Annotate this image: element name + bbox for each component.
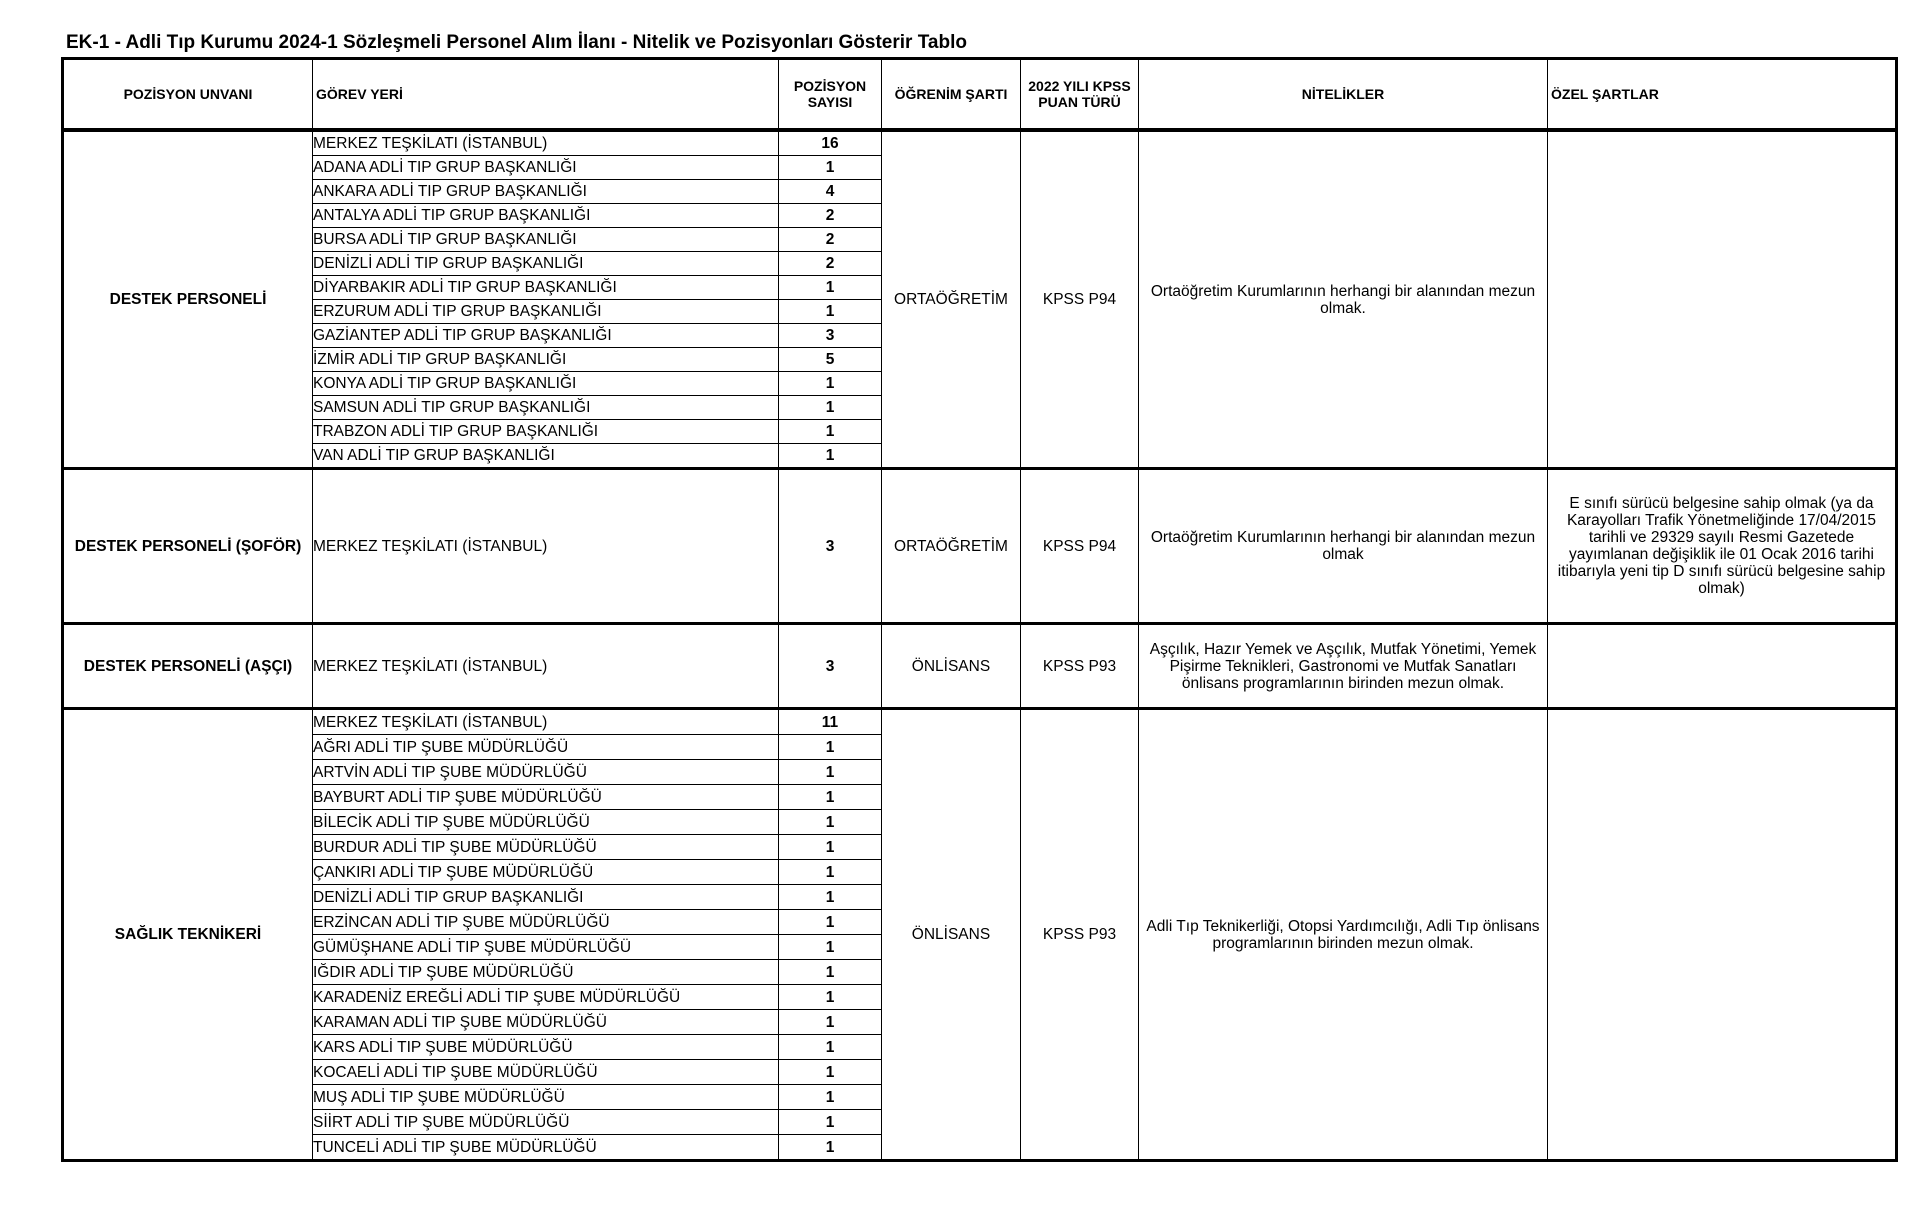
header-row: [63, 59, 1897, 131]
location-cell: KARS ADLİ TIP ŞUBE MÜDÜRLÜĞÜ: [313, 1035, 779, 1060]
location-cell: BAYBURT ADLİ TIP ŞUBE MÜDÜRLÜĞÜ: [313, 785, 779, 810]
kpss-score-type: KPSS P93: [1021, 709, 1139, 1161]
group-destek-personeli-asci: [63, 624, 1897, 709]
location-cell: BURDUR ADLİ TIP ŞUBE MÜDÜRLÜĞÜ: [313, 835, 779, 860]
header-ozel-sartlar: ÖZEL ŞARTLAR: [1548, 59, 1897, 131]
count-cell: 3: [779, 324, 882, 348]
header-pozisyon-unvani: POZİSYON UNVANI: [63, 59, 313, 131]
location-cell: ÇANKIRI ADLİ TIP ŞUBE MÜDÜRLÜĞÜ: [313, 860, 779, 885]
location-cell: MUŞ ADLİ TIP ŞUBE MÜDÜRLÜĞÜ: [313, 1085, 779, 1110]
count-cell: 2: [779, 204, 882, 228]
table-row: [63, 469, 1897, 624]
count-cell: 1: [779, 156, 882, 180]
location-cell: AĞRI ADLİ TIP ŞUBE MÜDÜRLÜĞÜ: [313, 735, 779, 760]
count-cell: 1: [779, 1060, 882, 1085]
count-cell: 1: [779, 396, 882, 420]
count-cell: 1: [779, 985, 882, 1010]
count-cell: 1: [779, 835, 882, 860]
location-cell: ERZURUM ADLİ TIP GRUP BAŞKANLIĞI: [313, 300, 779, 324]
count-cell: 1: [779, 735, 882, 760]
location-cell: GÜMÜŞHANE ADLİ TIP ŞUBE MÜDÜRLÜĞÜ: [313, 935, 779, 960]
location-cell: ERZİNCAN ADLİ TIP ŞUBE MÜDÜRLÜĞÜ: [313, 910, 779, 935]
special-conditions-text: [1548, 624, 1897, 709]
count-cell: 5: [779, 348, 882, 372]
count-cell: 1: [779, 372, 882, 396]
position-title: DESTEK PERSONELİ (ŞOFÖR): [63, 469, 313, 624]
education-requirement: ORTAÖĞRETİM: [882, 130, 1021, 469]
position-title: DESTEK PERSONELİ (AŞÇI): [63, 624, 313, 709]
count-cell: 1: [779, 1085, 882, 1110]
count-cell: 3: [779, 624, 882, 709]
count-cell: 1: [779, 860, 882, 885]
header-kpss-puan-turu: 2022 YILI KPSS PUAN TÜRÜ: [1021, 59, 1139, 131]
count-cell: 4: [779, 180, 882, 204]
location-cell: ANKARA ADLİ TIP GRUP BAŞKANLIĞI: [313, 180, 779, 204]
special-conditions-text: [1548, 130, 1897, 469]
count-cell: 1: [779, 1010, 882, 1035]
count-cell: 1: [779, 300, 882, 324]
qualifications-text: Ortaöğretim Kurumlarının herhangi bir alanından mezun olmak.: [1139, 130, 1548, 469]
location-cell: MERKEZ TEŞKİLATI (İSTANBUL): [313, 709, 779, 735]
location-cell: MERKEZ TEŞKİLATI (İSTANBUL): [313, 469, 779, 624]
header-gorev-yeri: GÖREV YERİ: [313, 59, 779, 131]
count-cell: 1: [779, 276, 882, 300]
location-cell: TUNCELİ ADLİ TIP ŞUBE MÜDÜRLÜĞÜ: [313, 1135, 779, 1161]
location-cell: SAMSUN ADLİ TIP GRUP BAŞKANLIĞI: [313, 396, 779, 420]
count-cell: 1: [779, 785, 882, 810]
qualifications-text: Aşçılık, Hazır Yemek ve Aşçılık, Mutfak Yönetimi, Yemek Pişirme Teknikleri, Gastronomi ve Mutfak Sanatları önlisans programlarının birinden mezun olmak.: [1139, 624, 1548, 709]
count-cell: 16: [779, 130, 882, 156]
special-conditions-text: [1548, 709, 1897, 1161]
count-cell: 2: [779, 228, 882, 252]
count-cell: 1: [779, 885, 882, 910]
table-row: [63, 709, 1897, 735]
location-cell: DİYARBAKIR ADLİ TIP GRUP BAŞKANLIĞI: [313, 276, 779, 300]
location-cell: DENİZLİ ADLİ TIP GRUP BAŞKANLIĞI: [313, 885, 779, 910]
location-cell: VAN ADLİ TIP GRUP BAŞKANLIĞI: [313, 444, 779, 469]
count-cell: 1: [779, 1035, 882, 1060]
kpss-score-type: KPSS P94: [1021, 469, 1139, 624]
count-cell: 1: [779, 420, 882, 444]
count-cell: 2: [779, 252, 882, 276]
table-row: [63, 624, 1897, 709]
location-cell: KONYA ADLİ TIP GRUP BAŞKANLIĞI: [313, 372, 779, 396]
count-cell: 1: [779, 1135, 882, 1161]
location-cell: BİLECİK ADLİ TIP ŞUBE MÜDÜRLÜĞÜ: [313, 810, 779, 835]
count-cell: 1: [779, 444, 882, 469]
location-cell: İZMİR ADLİ TIP GRUP BAŞKANLIĞI: [313, 348, 779, 372]
header-ogrenim-sarti: ÖĞRENİM ŞARTI: [882, 59, 1021, 131]
location-cell: GAZİANTEP ADLİ TIP GRUP BAŞKANLIĞI: [313, 324, 779, 348]
education-requirement: ÖNLİSANS: [882, 709, 1021, 1161]
location-cell: KARAMAN ADLİ TIP ŞUBE MÜDÜRLÜĞÜ: [313, 1010, 779, 1035]
location-cell: KOCAELİ ADLİ TIP ŞUBE MÜDÜRLÜĞÜ: [313, 1060, 779, 1085]
group-saglik-teknikeri: [63, 709, 1897, 1161]
count-cell: 3: [779, 469, 882, 624]
location-cell: ANTALYA ADLİ TIP GRUP BAŞKANLIĞI: [313, 204, 779, 228]
group-destek-personeli: [63, 130, 1897, 469]
count-cell: 1: [779, 760, 882, 785]
location-cell: DENİZLİ ADLİ TIP GRUP BAŞKANLIĞI: [313, 252, 779, 276]
count-cell: 1: [779, 910, 882, 935]
location-cell: BURSA ADLİ TIP GRUP BAŞKANLIĞI: [313, 228, 779, 252]
table-row: [63, 130, 1897, 156]
group-destek-personeli-sofor: [63, 469, 1897, 624]
count-cell: 1: [779, 1110, 882, 1135]
kpss-score-type: KPSS P93: [1021, 624, 1139, 709]
count-cell: 1: [779, 960, 882, 985]
location-cell: ARTVİN ADLİ TIP ŞUBE MÜDÜRLÜĞÜ: [313, 760, 779, 785]
document-title: EK-1 - Adli Tıp Kurumu 2024-1 Sözleşmeli Personel Alım İlanı - Nitelik ve Pozisyonları Gösterir Tablo: [66, 32, 967, 53]
header-pozisyon-sayisi: POZİSYON SAYISI: [779, 59, 882, 131]
count-cell: 11: [779, 709, 882, 735]
count-cell: 1: [779, 935, 882, 960]
qualifications-text: Adli Tıp Teknikerliği, Otopsi Yardımcılığı, Adli Tıp önlisans programlarının birinden mezun olmak.: [1139, 709, 1548, 1161]
location-cell: SİİRT ADLİ TIP ŞUBE MÜDÜRLÜĞÜ: [313, 1110, 779, 1135]
location-cell: MERKEZ TEŞKİLATI (İSTANBUL): [313, 624, 779, 709]
position-title: SAĞLIK TEKNİKERİ: [63, 709, 313, 1161]
location-cell: MERKEZ TEŞKİLATI (İSTANBUL): [313, 130, 779, 156]
education-requirement: ÖNLİSANS: [882, 624, 1021, 709]
qualifications-text: Ortaöğretim Kurumlarının herhangi bir alanından mezun olmak: [1139, 469, 1548, 624]
header-nitelikler: NİTELİKLER: [1139, 59, 1548, 131]
education-requirement: ORTAÖĞRETİM: [882, 469, 1021, 624]
location-cell: KARADENİZ EREĞLİ ADLİ TIP ŞUBE MÜDÜRLÜĞÜ: [313, 985, 779, 1010]
location-cell: TRABZON ADLİ TIP GRUP BAŞKANLIĞI: [313, 420, 779, 444]
location-cell: IĞDIR ADLİ TIP ŞUBE MÜDÜRLÜĞÜ: [313, 960, 779, 985]
count-cell: 1: [779, 810, 882, 835]
location-cell: ADANA ADLİ TIP GRUP BAŞKANLIĞI: [313, 156, 779, 180]
position-title: DESTEK PERSONELİ: [63, 130, 313, 469]
special-conditions-text: E sınıfı sürücü belgesine sahip olmak (ya da Karayolları Trafik Yönetmeliğinde 17/04/2015 tarihli ve 29329 sayılı Resmi Gazetede yayımlanan değişiklik ile 01 Ocak 2016 tarihi itibarıyla yeni tip D sınıfı sürücü belgesine sahip olmak): [1548, 469, 1897, 624]
positions-table: [61, 57, 1898, 1162]
kpss-score-type: KPSS P94: [1021, 130, 1139, 469]
